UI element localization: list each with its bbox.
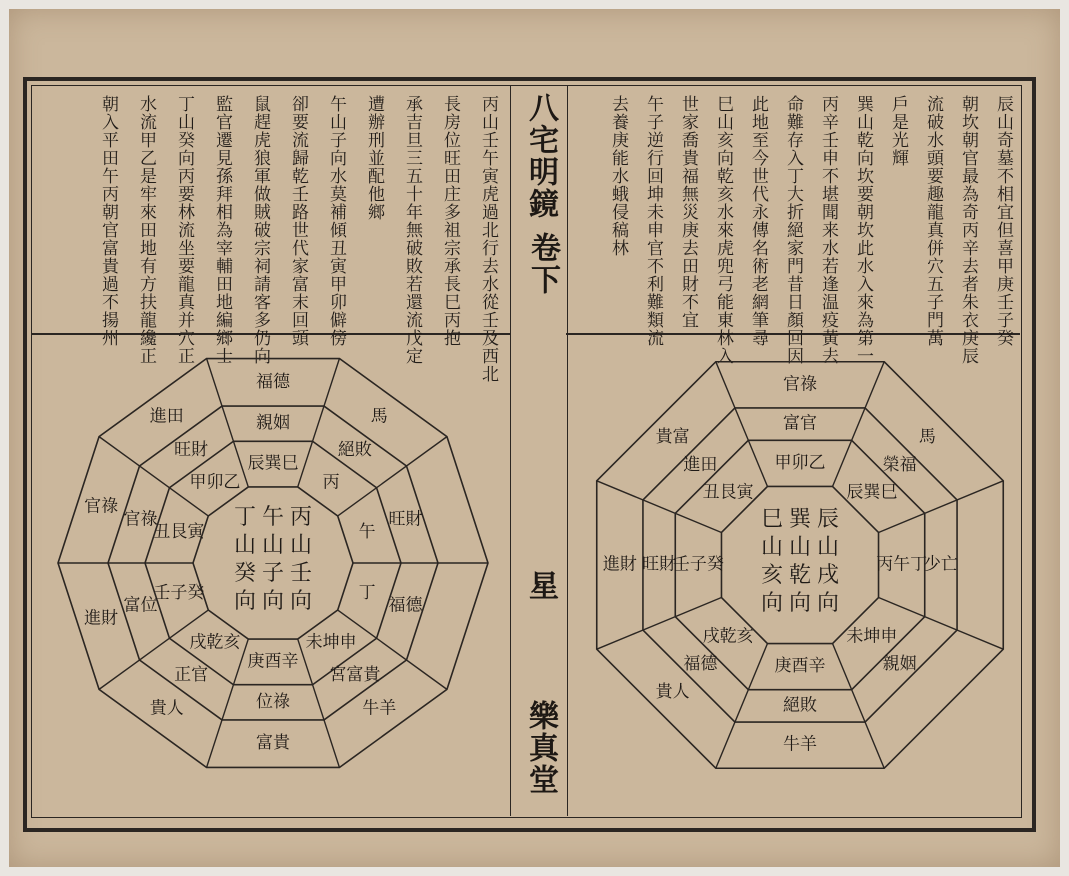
left_text-column: 丁山癸向丙要林流坐要龍真并穴正 bbox=[174, 95, 194, 365]
left_diagram-ring2-label: 正官 bbox=[174, 665, 209, 686]
left_diagram-ring2-label: 富位 bbox=[123, 595, 158, 616]
right_diagram-ring2-label: 親姻 bbox=[882, 654, 917, 675]
left_diagram-ring2-label: 絕敗 bbox=[337, 439, 372, 460]
right_diagram-spoke bbox=[833, 644, 885, 769]
right_diagram-center-char: 山 bbox=[788, 535, 812, 560]
right_diagram-center-char: 亥 bbox=[760, 563, 784, 588]
left_diagram-ring1-label: 戌乾亥 bbox=[189, 632, 241, 653]
publisher-name: 樂真堂 bbox=[523, 700, 558, 796]
left_text-column: 遭辦刑並配他鄉 bbox=[364, 95, 384, 221]
right_text-column: 巽山乾向坎要朝坎此水入來為第一 bbox=[853, 95, 873, 365]
left_text-column: 丙山壬午寅虎過北行去水從壬及西北 bbox=[478, 95, 498, 383]
right_diagram-ring3-label: 進財 bbox=[602, 554, 637, 575]
right_diagram-spoke bbox=[833, 362, 885, 487]
right_text-column: 丙辛壬申不堪聞来水若逢温疫黃去 bbox=[818, 95, 838, 365]
left_diagram-ring2-label: 親姻 bbox=[256, 413, 290, 434]
left_diagram-ring2-label: 旺財 bbox=[388, 509, 423, 530]
right_text-column: 戶是光輝 bbox=[888, 95, 908, 167]
left_diagram-ring1-label: 庚酉辛 bbox=[247, 651, 299, 672]
right_text-column: 巳山亥向乾亥水來虎兜弓能東林入 bbox=[713, 95, 733, 365]
left_diagram-ring1-label: 辰巽巳 bbox=[247, 453, 299, 474]
right_diagram-ring3-label: 馬 bbox=[918, 427, 936, 448]
right_diagram-spoke bbox=[716, 644, 768, 769]
right_diagram-ring3-label: 官祿 bbox=[783, 374, 817, 395]
right_diagram-center-char: 向 bbox=[788, 591, 812, 616]
right_diagram-ring3-label: 貴人 bbox=[655, 681, 690, 702]
left_diagram-ring1-label: 午 bbox=[358, 521, 376, 542]
right_diagram-center-char: 辰 bbox=[816, 507, 840, 532]
right_text-column: 朝坎朝官最為奇丙辛去者朱衣庚辰 bbox=[958, 95, 978, 365]
left_diagram-center-char: 向 bbox=[233, 589, 257, 614]
left_diagram-ring2-label: 位祿 bbox=[256, 691, 290, 712]
left_diagram-ring1-label: 丑艮寅 bbox=[153, 521, 205, 542]
right_diagram-ring2-label: 少亡 bbox=[923, 554, 958, 575]
left_diagram-ring1-label: 甲卯乙 bbox=[189, 472, 241, 493]
left_diagram-ring3-label: 馬 bbox=[370, 406, 388, 427]
left_text-column: 水流甲乙是牢來田地有方扶龍纔正 bbox=[136, 95, 156, 365]
right_diagram-ring1-label: 丑艮寅 bbox=[702, 482, 754, 503]
right_diagram-ring2-label: 榮福 bbox=[882, 454, 917, 475]
right_diagram-center-char: 山 bbox=[816, 535, 840, 560]
left_diagram-ring3-label: 貴人 bbox=[149, 698, 184, 719]
right_diagram-center-char: 乾 bbox=[788, 563, 812, 588]
left_diagram-center-char: 丁 bbox=[233, 505, 257, 530]
right_diagram-center-char: 山 bbox=[760, 535, 784, 560]
right_diagram-ring1-label: 丙午丁 bbox=[876, 554, 928, 575]
right_text-column: 此地至今世代永傳名術老網筆尋 bbox=[748, 95, 768, 347]
right_diagram-center-char: 向 bbox=[816, 591, 840, 616]
left_diagram-ring3-label: 牛羊 bbox=[362, 698, 397, 719]
right_text-column: 流破水頭要趣龍真併穴五子門萬 bbox=[923, 95, 943, 347]
left_diagram-spoke bbox=[207, 359, 249, 487]
right_diagram-ring3-label: 牛羊 bbox=[783, 734, 817, 755]
left_text-column: 長房位旺田庄多祖宗承長巳丙抱 bbox=[440, 95, 460, 347]
left_diagram-ring1-label: 未坤申 bbox=[305, 632, 357, 653]
left_diagram-ring3-label: 福德 bbox=[256, 371, 290, 392]
right_diagram-center-char: 戌 bbox=[816, 563, 840, 588]
book-title: 八宅明鏡 bbox=[523, 92, 558, 220]
left_diagram-center-char: 山 bbox=[289, 533, 313, 558]
left_diagram-ring2-label: 官祿 bbox=[123, 509, 158, 530]
right_text-column: 去養庚能水蛾侵稿林 bbox=[608, 95, 628, 257]
left_text-column: 朝入平田午丙朝官富貴過不揚州 bbox=[98, 95, 118, 347]
volume-label: 卷下 bbox=[525, 232, 560, 296]
left_diagram-spoke bbox=[298, 639, 340, 767]
right_diagram-center-char: 巳 bbox=[760, 507, 784, 532]
left_diagram-center-char: 丙 bbox=[289, 505, 313, 530]
left_diagram-center-char: 午 bbox=[261, 505, 285, 530]
left_diagram-ring2-label: 旺財 bbox=[174, 439, 209, 460]
right_diagram-ring2-label: 旺財 bbox=[642, 554, 677, 575]
left_diagram-ring1-label: 丙 bbox=[322, 472, 340, 493]
right_diagram-ring2-label: 福德 bbox=[683, 654, 718, 675]
right_diagram-center-char: 巽 bbox=[788, 507, 812, 532]
left_diagram-ring1-label: 丁 bbox=[358, 583, 376, 604]
right_diagram-ring1-label: 壬子癸 bbox=[672, 554, 724, 575]
left_diagram-ring3-label: 進田 bbox=[149, 406, 184, 427]
right_diagram-ring1-label: 辰巽巳 bbox=[846, 482, 898, 503]
left_text-column: 卻要流歸乾壬路世代家富末回頭 bbox=[288, 95, 308, 347]
left_diagram-ring3-label: 官祿 bbox=[84, 496, 119, 517]
right_text-column: 辰山奇墓不相宜但喜甲庚壬子癸 bbox=[993, 95, 1013, 347]
left_diagram-center-char: 子 bbox=[261, 561, 285, 586]
left_diagram-center-char: 癸 bbox=[233, 561, 257, 586]
left_diagram-spoke bbox=[207, 639, 249, 767]
right_diagram-ring1-label: 甲卯乙 bbox=[774, 452, 826, 473]
right_diagram-ring2-label: 進田 bbox=[683, 454, 718, 475]
left_diagram-center-char: 向 bbox=[289, 589, 313, 614]
left_diagram-center-char: 山 bbox=[233, 533, 257, 558]
right_diagram-ring1-label: 戌乾亥 bbox=[702, 626, 754, 647]
left_text-column: 監官遷見孫拜相為宰輔田地編鄉士 bbox=[212, 95, 232, 365]
right_diagram-ring1-label: 庚酉辛 bbox=[774, 656, 826, 677]
right_diagram-spoke bbox=[716, 362, 768, 487]
right_diagram-ring1-label: 未坤申 bbox=[846, 626, 898, 647]
left_diagram-center-char: 壬 bbox=[289, 561, 313, 586]
left_diagram-center-char: 向 bbox=[261, 589, 285, 614]
left_diagram-ring3-label: 進財 bbox=[84, 608, 119, 629]
right_diagram-ring2-label: 絕敗 bbox=[783, 695, 817, 716]
left_text-column: 鼠趕虎狼軍做賊破宗祠請客多仍向 bbox=[250, 95, 270, 365]
left_diagram-center-char: 山 bbox=[261, 533, 285, 558]
right_diagram-ring3-label: 貴富 bbox=[655, 427, 690, 448]
left_diagram-ring1-label: 壬子癸 bbox=[153, 583, 205, 604]
right_diagram-center-char: 向 bbox=[760, 591, 784, 616]
right_diagram-ring2-label: 富官 bbox=[783, 413, 817, 434]
left_diagram-ring2-label: 福德 bbox=[388, 595, 423, 616]
left_diagram-ring3-label: 富貴 bbox=[256, 733, 290, 754]
left_diagram-ring2-label: 宮富貴 bbox=[329, 665, 381, 686]
left_diagram-spoke bbox=[298, 359, 340, 487]
left_text-column: 午山子向水莫補傾丑寅甲卯僻傍 bbox=[326, 95, 346, 347]
spine-mark: 星 bbox=[523, 570, 558, 602]
right_text-column: 命難存入丁大折絕家門昔日顏回因 bbox=[783, 95, 803, 365]
right_text-column: 午子逆行回坤未申官不利難類流 bbox=[643, 95, 663, 347]
right_text-column: 世家喬貴福無災庚去田財不宜 bbox=[678, 95, 698, 329]
left_text-column: 承吉旦三五十年無破敗若還流戊定 bbox=[402, 95, 422, 365]
